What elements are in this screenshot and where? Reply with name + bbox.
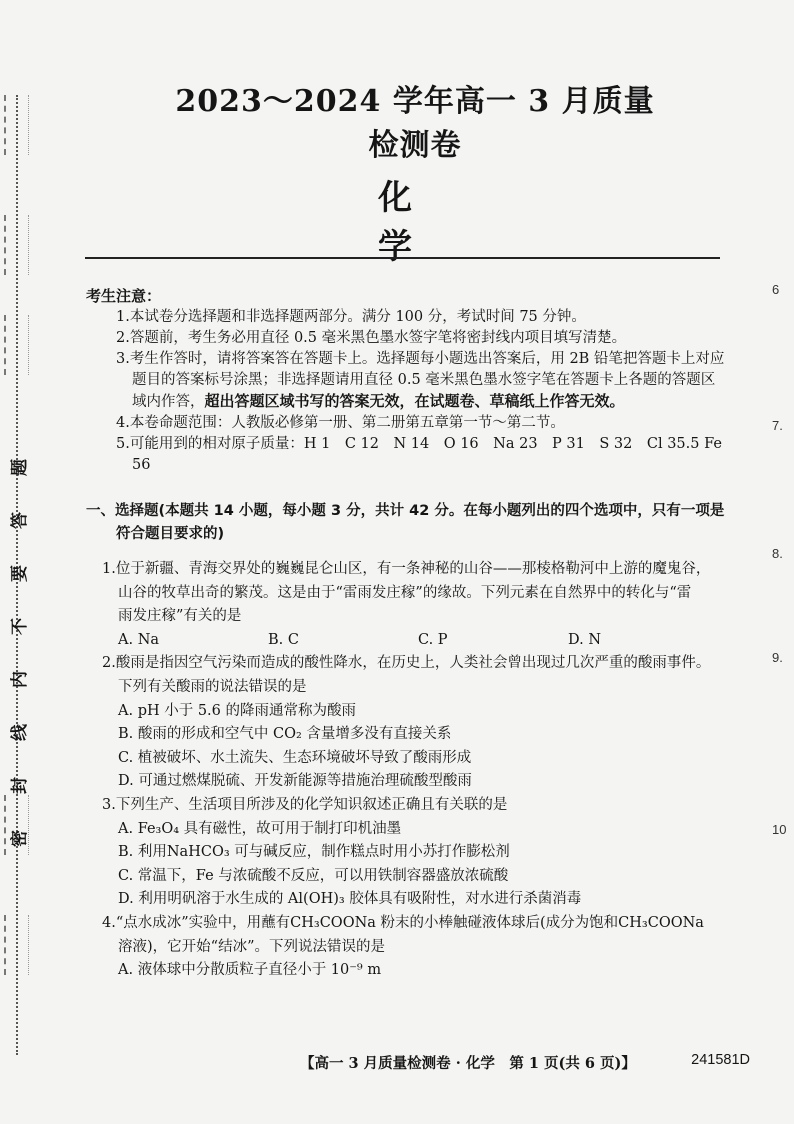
notice-item-text: 3.考生作答时，请将答案答在答题卡上。选择题每小题选出答案后，用 2B 铅笔把答题卡上对应题目的答案标号涂黑；非选择题请用直径 0.5 毫米黑色墨水签字笔在答题卡上各题的答题区域内作答，	[116, 351, 725, 410]
question-stem: 2.酸雨是指因空气污染而造成的酸性降水，在历史上，人类社会曾出现过几次严重的酸雨事件。	[102, 655, 711, 672]
binding-decoration	[4, 95, 29, 155]
question-stem: 下列有关酸雨的说法错误的是	[118, 678, 307, 695]
option: B. 利用NaHCO₃ 可与碱反应，制作糕点时用小苏打作膨松剂	[118, 844, 510, 861]
binding-char: 密	[9, 830, 30, 847]
question-stem: 3.下列生产、生活项目所涉及的化学知识叙述正确且有关联的是	[102, 796, 508, 813]
page-footer	[300, 1052, 750, 1073]
option: C. 常温下，Fe 与浓硫酸不反应，可以用铁制容器盛放浓硫酸	[118, 867, 509, 884]
notice-item: 1.本试卷分选择题和非选择题两部分。满分 100 分，考试时间 75 分钟。	[116, 309, 586, 325]
binding-char: 线	[9, 724, 30, 741]
exam-title: 2023～2024 学年高一 3 月质量检测卷	[175, 84, 655, 163]
section-heading-line: 一、选择题(本题共 14 小题，每小题 3 分，共计 42 分。在每小题列出的四个选项中，只有一项是	[86, 503, 725, 519]
binding-char: 不	[9, 618, 30, 635]
notice-emphasis: 超出答题区域书写的答案无效，在试题卷、草稿纸上作答无效。	[204, 392, 625, 410]
binding-char: 答	[9, 512, 30, 529]
option: A. 液体球中分散质粒子直径小于 10⁻⁹ m	[118, 962, 382, 979]
section-heading	[86, 500, 726, 546]
question-stem: 4.“点水成冰”实验中，用蘸有CH₃COONa 粉末的小棒触碰液体球后(成分为饱和CH₃COONa	[102, 914, 704, 931]
header-divider	[85, 257, 720, 259]
notice-item	[86, 349, 726, 413]
question-stem: 溶液)，它开始“结冰”。下列说法错误的是	[118, 938, 385, 955]
option: C. P	[418, 631, 448, 648]
binding-char: 题	[9, 459, 30, 476]
question-stem: 山谷的牧草出奇的繁茂。这是由于“雷雨发庄稼”的缘故。下列元素在自然界中的转化与“雷	[118, 584, 692, 601]
candidate-notice	[86, 286, 726, 476]
right-edge-fragment: 10	[772, 822, 787, 837]
option: A. Na	[118, 631, 160, 648]
notice-item: 5.可能用到的相对原子质量：H 1 C 12 N 14 O 16 Na 23 P 31 S 32 Cl 35.5 Fe 56	[116, 436, 722, 473]
question-stem: 1.位于新疆、青海交界处的巍巍昆仑山区，有一条神秘的山谷——那棱格勒河中上游的魔鬼谷，	[102, 561, 711, 577]
binding-warning	[4, 455, 30, 851]
binding-strip	[0, 95, 40, 1055]
footer-label: 【高一 3 月质量检测卷 · 化学 第 1 页(共 6 页)】	[300, 1055, 636, 1072]
subject-title: 化 学	[378, 178, 452, 267]
binding-char: 内	[9, 671, 30, 688]
option: A. Fe₃O₄ 具有磁性，故可用于制打印机油墨	[118, 820, 402, 837]
notice-item: 4.本卷命题范围：人教版必修第一册、第二册第五章第一节～第二节。	[116, 415, 565, 431]
option: B. 酸雨的形成和空气中 CO₂ 含量增多没有直接关系	[118, 726, 452, 743]
notice-item: 2.答题前，考生务必用直径 0.5 毫米黑色墨水签字笔将密封线内项目填写清楚。	[116, 330, 627, 346]
exam-code: 241581D	[691, 1052, 750, 1068]
binding-decoration	[4, 915, 29, 975]
right-edge-fragment: 9.	[772, 650, 783, 665]
option: A. pH 小于 5.6 的降雨通常称为酸雨	[118, 702, 357, 719]
option: D. N	[568, 631, 602, 648]
right-edge-fragment: 6	[772, 282, 780, 297]
binding-decoration	[4, 215, 29, 275]
binding-decoration	[4, 315, 29, 375]
option: D. 可通过燃煤脱硫、开发新能源等措施治理硫酸型酸雨	[118, 773, 472, 790]
option: D. 利用明矾溶于水生成的 Al(OH)₃ 胶体具有吸附性，对水进行杀菌消毒	[118, 891, 582, 908]
section-heading-line: 符合题目要求的)	[116, 526, 225, 542]
option: C. 植被破坏、水土流失、生态环境破坏导致了酸雨形成	[118, 749, 472, 766]
right-edge-fragment: 7.	[772, 418, 783, 433]
question-stem: 雨发庄稼”有关的是	[118, 608, 242, 625]
binding-char: 要	[9, 565, 30, 582]
binding-char: 封	[9, 777, 30, 794]
option-row	[102, 629, 727, 653]
right-edge-fragment: 8.	[772, 546, 783, 561]
notice-heading: 考生注意：	[86, 287, 162, 305]
option: B. C	[268, 631, 299, 648]
question-list	[102, 558, 727, 983]
